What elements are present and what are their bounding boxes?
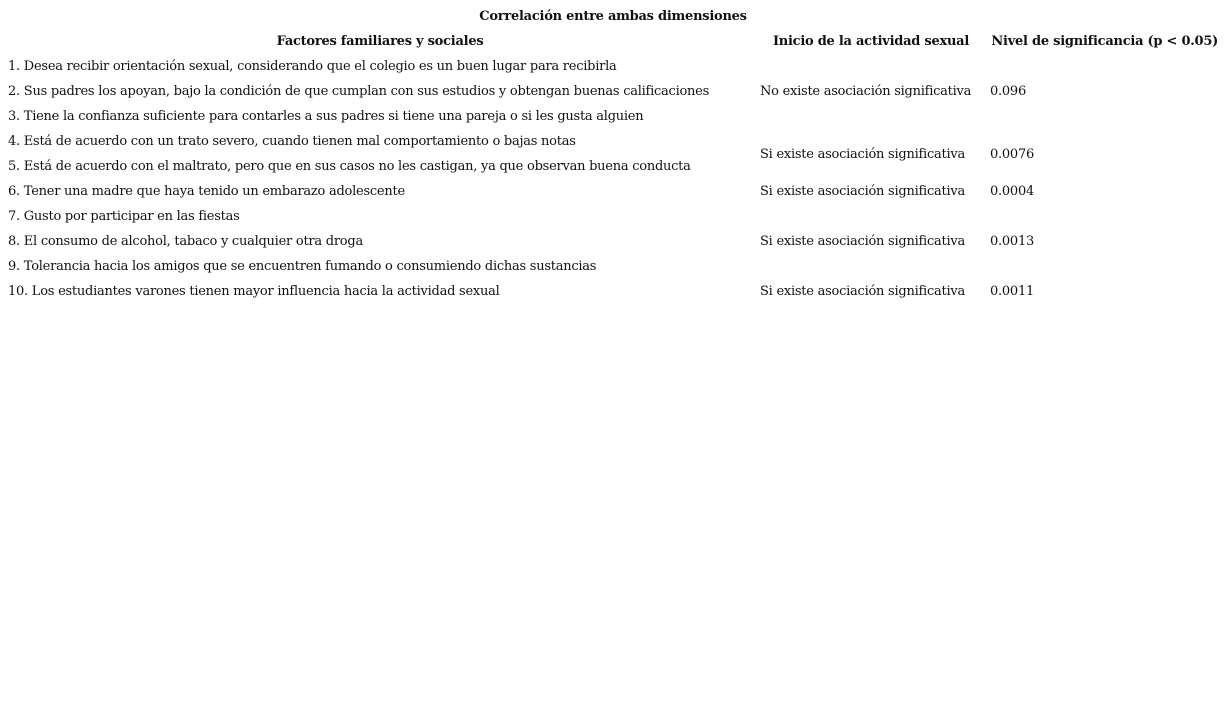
table-row (4, 204, 1222, 229)
association-cell: Si existe asociación significativa (760, 234, 965, 249)
table-row (4, 129, 1222, 154)
factor-cell: 6. Tener una madre que haya tenido un embarazo adolescente (8, 184, 405, 199)
p-value-cell: 0.0013 (990, 234, 1034, 249)
table-title-row (4, 4, 1222, 29)
correlation-table-container (4, 4, 1222, 304)
factor-cell: 1. Desea recibir orientación sexual, considerando que el colegio es un buen lugar para recibirla (8, 59, 617, 74)
table-title: Correlación entre ambas dimensiones (479, 9, 747, 24)
factor-cell: 7. Gusto por participar en las fiestas (8, 209, 240, 224)
header-significance: Nivel de significancia (p < 0.05) (991, 34, 1219, 49)
p-value-cell: 0.096 (990, 84, 1026, 99)
factor-cell: 8. El consumo de alcohol, tabaco y cualquier otra droga (8, 234, 363, 249)
association-cell: Si existe asociación significativa (760, 284, 965, 299)
correlation-table (4, 4, 1222, 304)
p-value-cell: 0.0011 (990, 284, 1034, 299)
factor-cell: 4. Está de acuerdo con un trato severo, cuando tienen mal comportamiento o bajas notas (8, 134, 576, 149)
p-value-cell: 0.0004 (990, 184, 1034, 199)
factor-cell: 9. Tolerancia hacia los amigos que se encuentren fumando o consumiendo dichas sustancias (8, 259, 597, 274)
factor-cell: 10. Los estudiantes varones tienen mayor influencia hacia la actividad sexual (8, 284, 500, 299)
factor-cell: 5. Está de acuerdo con el maltrato, pero que en sus casos no les castigan, ya que observan buena conducta (8, 159, 691, 174)
header-factors: Factores familiares y sociales (276, 34, 484, 49)
factor-cell: 2. Sus padres los apoyan, bajo la condición de que cumplan con sus estudios y obtengan buenas calificaciones (8, 84, 710, 99)
p-value-cell: 0.0076 (990, 146, 1034, 162)
table-row (4, 179, 1222, 204)
table-header-row (4, 29, 1222, 54)
association-cell: Si existe asociación significativa (760, 146, 965, 162)
table-row (4, 54, 1222, 79)
factor-cell: 3. Tiene la confianza suficiente para contarles a sus padres si tiene una pareja o si les gusta alguien (8, 109, 644, 124)
association-cell: No existe asociación significativa (760, 84, 972, 99)
table-row (4, 279, 1222, 304)
association-cell: Si existe asociación significativa (760, 184, 965, 199)
header-onset: Inicio de la actividad sexual (772, 34, 970, 49)
